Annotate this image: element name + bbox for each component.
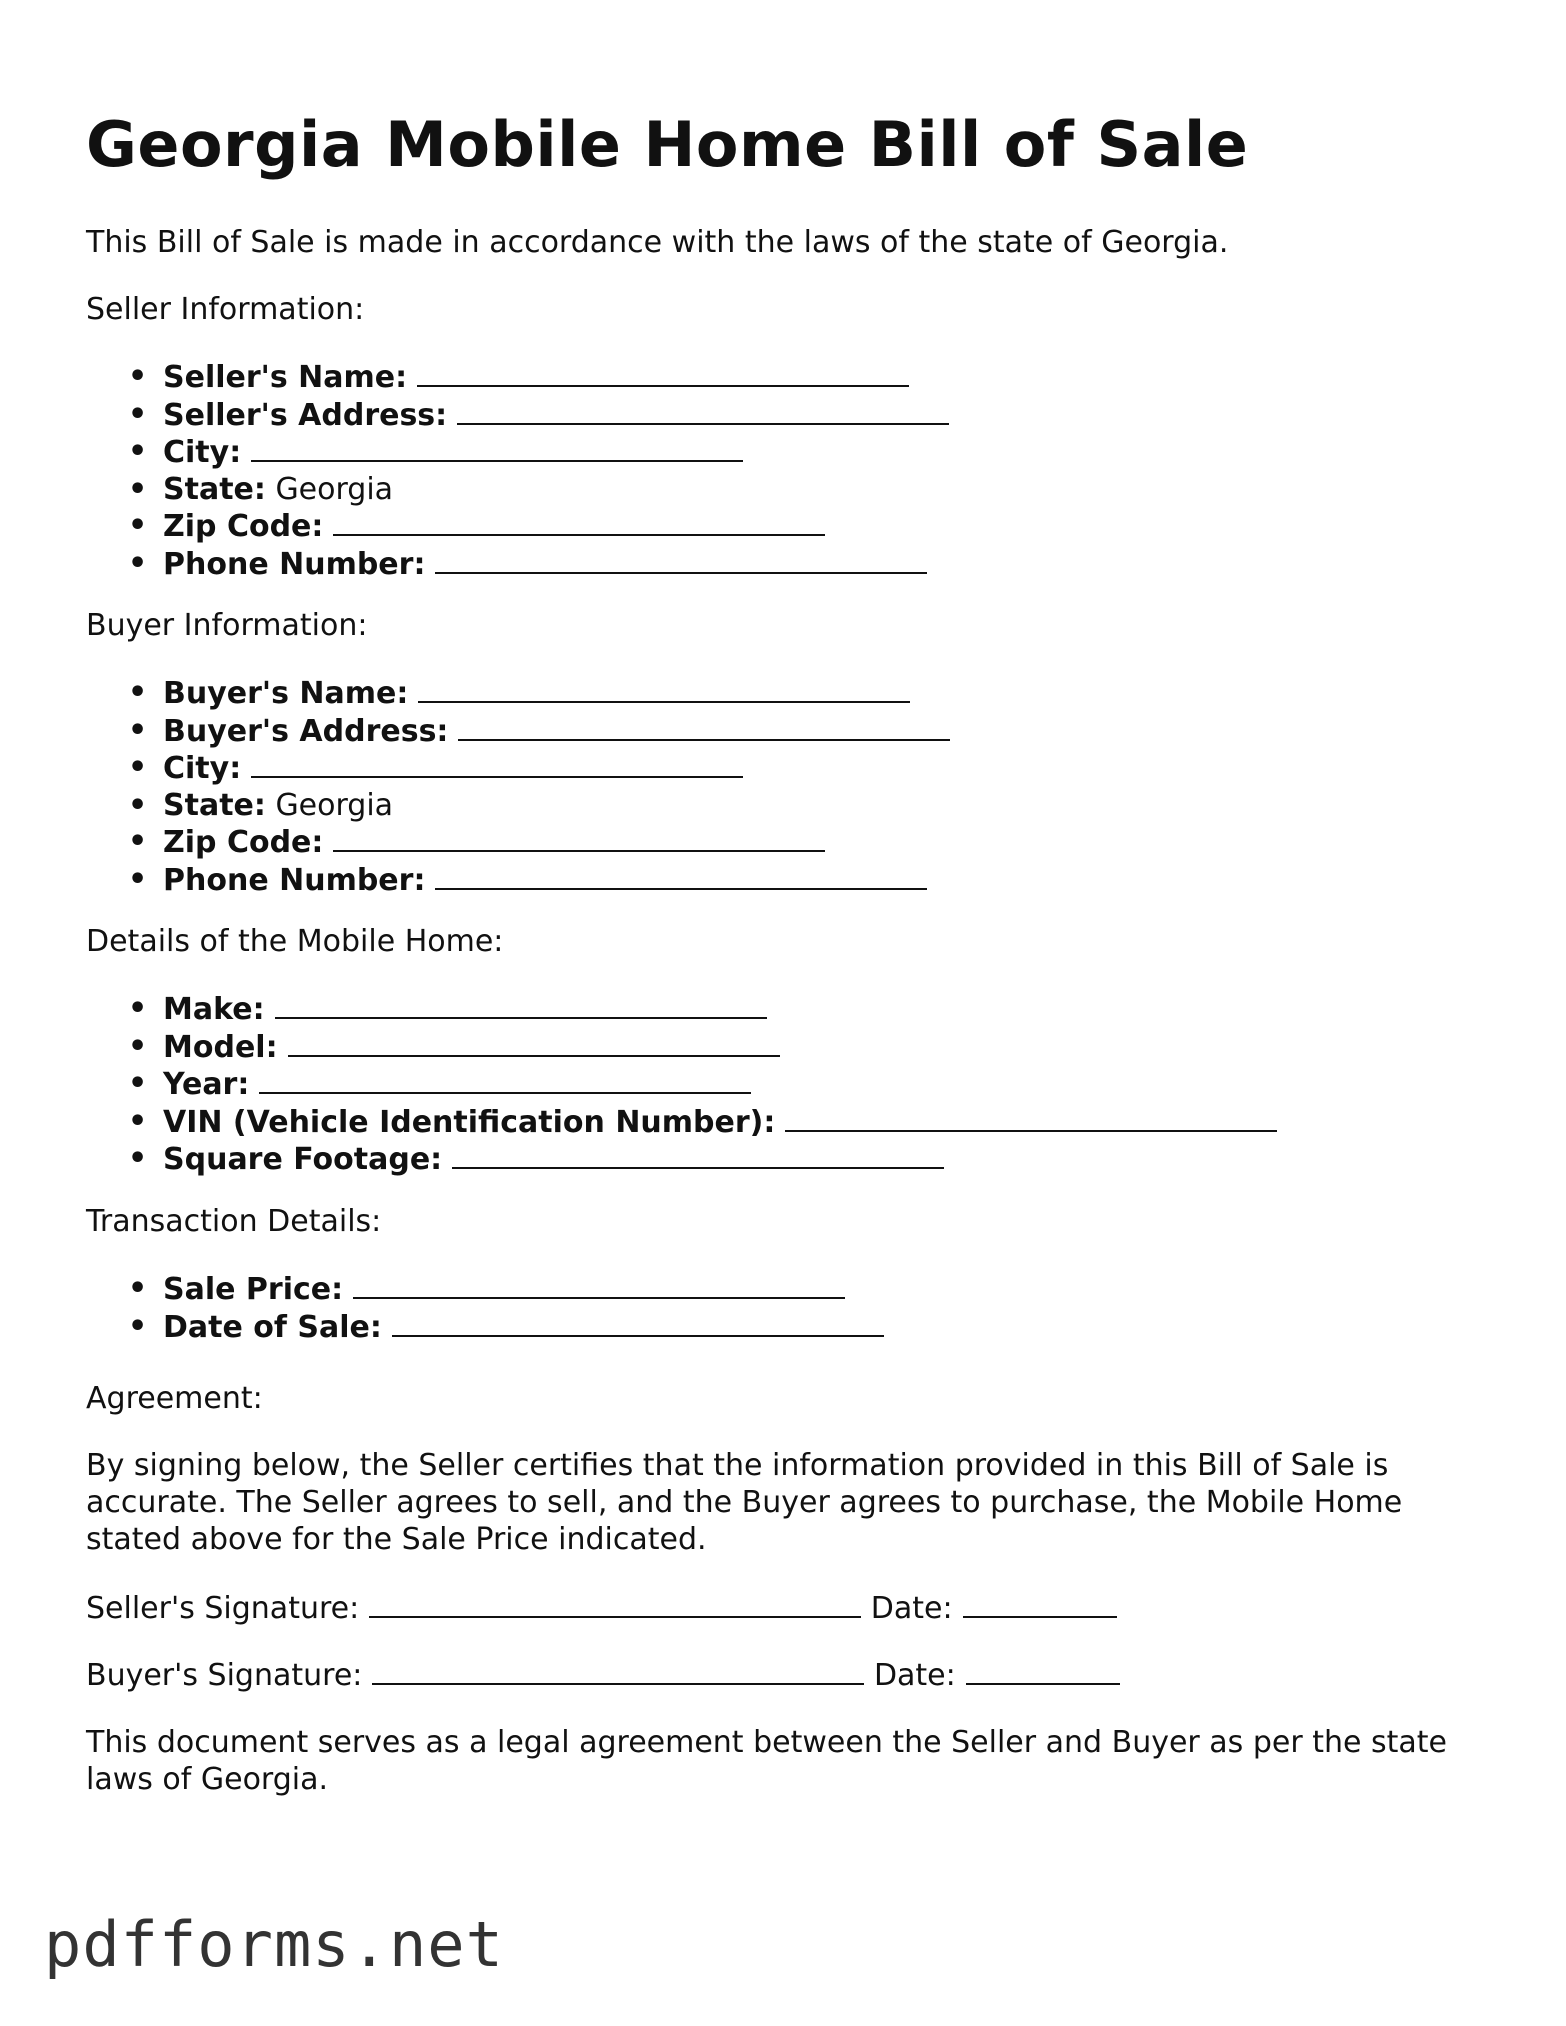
home-year-field[interactable]: [86, 1066, 1277, 1104]
buyer-date-line[interactable]: [966, 1657, 1120, 1685]
field-label: Date of Sale:: [163, 1309, 382, 1345]
field-label: VIN (Vehicle Identification Number):: [163, 1104, 776, 1140]
blank-line[interactable]: [259, 1066, 751, 1094]
blank-line[interactable]: [452, 1141, 944, 1169]
blank-line[interactable]: [275, 991, 767, 1019]
closing-text: This document serves as a legal agreement between the Seller and Buyer as per the state laws of Georgia.: [86, 1725, 1447, 1797]
buyer-section-heading: Buyer Information:: [86, 608, 368, 643]
buyer-zip-field[interactable]: [86, 824, 950, 862]
field-label: Zip Code:: [163, 825, 324, 860]
intro-text: This Bill of Sale is made in accordance with the laws of the state of Georgia.: [86, 225, 1229, 260]
blank-line[interactable]: [435, 546, 927, 574]
field-label: Year:: [163, 1067, 250, 1102]
home-vin-field[interactable]: [86, 1104, 1277, 1142]
seller-date-label: Date:: [870, 1591, 953, 1626]
agreement-heading: Agreement:: [86, 1381, 263, 1416]
home-section-heading: Details of the Mobile Home:: [86, 924, 504, 959]
blank-line[interactable]: [417, 359, 909, 387]
buyer-field-list: [86, 675, 950, 899]
seller-signature-row: [86, 1590, 1117, 1627]
buyer-date-label: Date:: [873, 1658, 956, 1693]
field-label: State:: [163, 471, 266, 507]
field-label: Zip Code:: [163, 509, 324, 544]
blank-line[interactable]: [435, 862, 927, 890]
home-make-field[interactable]: [86, 991, 1277, 1029]
seller-city-field[interactable]: [86, 434, 949, 472]
seller-field-list: [86, 359, 949, 583]
field-label: Make:: [163, 992, 265, 1027]
home-field-list: [86, 991, 1277, 1179]
blank-line[interactable]: [333, 824, 825, 852]
blank-line[interactable]: [392, 1309, 884, 1337]
field-label: Seller's Address:: [163, 397, 448, 433]
field-label: Phone Number:: [163, 862, 426, 898]
field-label: City:: [163, 751, 242, 786]
home-square-footage-field[interactable]: [86, 1141, 1277, 1179]
field-label: Phone Number:: [163, 546, 426, 582]
field-label: Buyer's Address:: [163, 713, 449, 749]
field-value: Georgia: [275, 787, 394, 823]
seller-phone-field[interactable]: [86, 546, 949, 584]
seller-date-line[interactable]: [963, 1590, 1117, 1618]
buyer-name-field[interactable]: [86, 675, 950, 713]
transaction-field-list: [86, 1271, 884, 1346]
blank-line[interactable]: [418, 675, 910, 703]
buyer-address-field[interactable]: [86, 713, 950, 751]
seller-signature-label: Seller's Signature:: [86, 1591, 360, 1626]
blank-line[interactable]: [251, 434, 743, 462]
buyer-signature-label: Buyer's Signature:: [86, 1658, 363, 1693]
seller-section-heading: Seller Information:: [86, 292, 365, 327]
seller-name-field[interactable]: [86, 359, 949, 397]
seller-state-field: [86, 472, 949, 509]
blank-line[interactable]: [785, 1104, 1277, 1132]
field-label: City:: [163, 435, 242, 470]
transaction-section-heading: Transaction Details:: [86, 1204, 382, 1239]
home-model-field[interactable]: [86, 1029, 1277, 1067]
buyer-signature-row: [86, 1657, 1120, 1694]
seller-signature-line[interactable]: [369, 1590, 861, 1618]
buyer-city-field[interactable]: [86, 750, 950, 788]
blank-line[interactable]: [251, 750, 743, 778]
seller-address-field[interactable]: [86, 397, 949, 435]
buyer-state-field: [86, 788, 950, 825]
document-title: Georgia Mobile Home Bill of Sale: [86, 108, 1249, 181]
buyer-phone-field[interactable]: [86, 862, 950, 900]
field-label: State:: [163, 787, 266, 823]
field-label: Buyer's Name:: [163, 676, 409, 711]
field-label: Square Footage:: [163, 1142, 443, 1177]
field-value: Georgia: [275, 471, 394, 507]
field-label: Seller's Name:: [163, 360, 408, 395]
blank-line[interactable]: [458, 713, 950, 741]
blank-line[interactable]: [333, 508, 825, 536]
agreement-body: By signing below, the Seller certifies that the information provided in this Bill of Sale is accurate. The Seller agrees to sell, and the Buyer agrees to purchase, the Mobile Home stated above for the Sale Price indicated.: [86, 1448, 1403, 1557]
field-label: Sale Price:: [163, 1272, 344, 1307]
date-of-sale-field[interactable]: [86, 1309, 884, 1347]
buyer-signature-line[interactable]: [372, 1657, 864, 1685]
watermark-logo: pdfforms.net: [44, 1908, 504, 1981]
blank-line[interactable]: [457, 397, 949, 425]
sale-price-field[interactable]: [86, 1271, 884, 1309]
field-label: Model:: [163, 1029, 278, 1065]
blank-line[interactable]: [288, 1029, 780, 1057]
blank-line[interactable]: [353, 1271, 845, 1299]
seller-zip-field[interactable]: [86, 508, 949, 546]
